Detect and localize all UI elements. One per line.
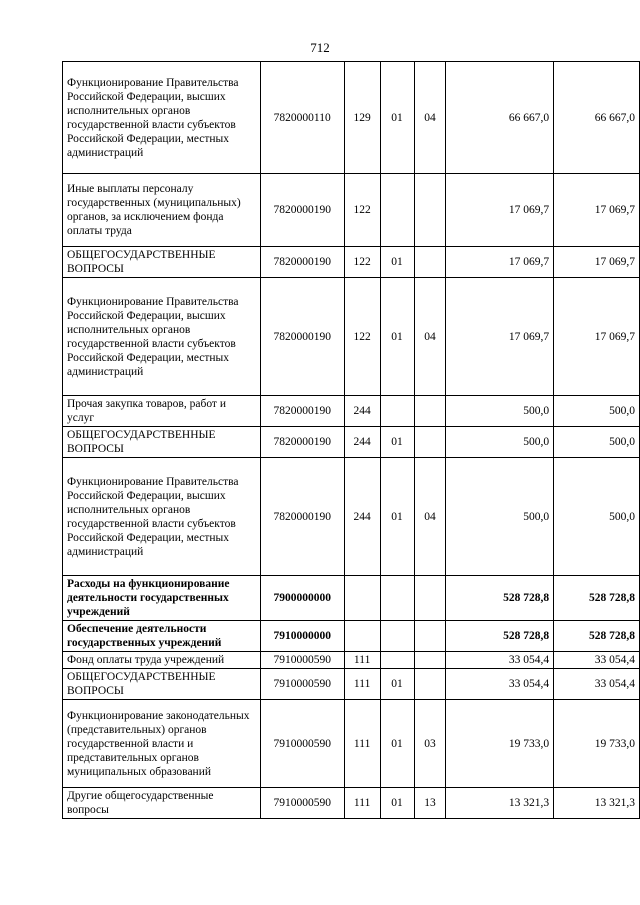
row-amount-2: 13 321,3 [554, 788, 640, 819]
row-amount-2: 17 069,7 [554, 174, 640, 247]
row-subsection [414, 621, 446, 652]
table-row [63, 396, 640, 427]
row-expense-type: 111 [344, 652, 380, 669]
row-subsection [414, 652, 446, 669]
row-amount-1: 17 069,7 [446, 247, 554, 278]
table-body [63, 62, 640, 819]
row-section: 01 [380, 788, 414, 819]
row-name: ОБЩЕГОСУДАРСТВЕННЫЕ ВОПРОСЫ [63, 427, 261, 458]
row-subsection: 13 [414, 788, 446, 819]
row-amount-2: 17 069,7 [554, 278, 640, 396]
row-target-code: 7910000590 [260, 700, 344, 788]
row-target-code: 7820000190 [260, 458, 344, 576]
row-subsection [414, 247, 446, 278]
row-expense-type: 244 [344, 396, 380, 427]
row-amount-1: 528 728,8 [446, 576, 554, 621]
row-expense-type: 122 [344, 247, 380, 278]
row-target-code: 7910000590 [260, 652, 344, 669]
row-name: Прочая закупка товаров, работ и услуг [63, 396, 261, 427]
row-section: 01 [380, 700, 414, 788]
table-row [63, 652, 640, 669]
row-expense-type: 129 [344, 62, 380, 174]
row-expense-type: 111 [344, 669, 380, 700]
row-name: ОБЩЕГОСУДАРСТВЕННЫЕ ВОПРОСЫ [63, 247, 261, 278]
row-name: Расходы на функционирование деятельности государственных учреждений [63, 576, 261, 621]
row-expense-type: 122 [344, 174, 380, 247]
row-section [380, 396, 414, 427]
row-amount-1: 528 728,8 [446, 621, 554, 652]
row-subsection [414, 427, 446, 458]
row-section [380, 576, 414, 621]
table-row [63, 669, 640, 700]
row-section [380, 174, 414, 247]
row-amount-1: 500,0 [446, 427, 554, 458]
row-section: 01 [380, 427, 414, 458]
row-amount-1: 33 054,4 [446, 652, 554, 669]
row-amount-1: 500,0 [446, 396, 554, 427]
row-name: Другие общегосударственные вопросы [63, 788, 261, 819]
row-name: Обеспечение деятельности государственных учреждений [63, 621, 261, 652]
row-target-code: 7820000190 [260, 278, 344, 396]
row-subsection [414, 396, 446, 427]
row-target-code: 7820000190 [260, 396, 344, 427]
row-amount-2: 500,0 [554, 427, 640, 458]
row-amount-2: 500,0 [554, 396, 640, 427]
table-row [63, 247, 640, 278]
row-subsection [414, 669, 446, 700]
row-amount-2: 17 069,7 [554, 247, 640, 278]
row-target-code: 7910000590 [260, 788, 344, 819]
row-expense-type: 111 [344, 788, 380, 819]
row-amount-2: 500,0 [554, 458, 640, 576]
row-section: 01 [380, 458, 414, 576]
row-target-code: 7820000190 [260, 247, 344, 278]
row-expense-type: 244 [344, 458, 380, 576]
row-expense-type: 111 [344, 700, 380, 788]
row-name: Иные выплаты персоналу государственных (муниципальных) органов, за исключением фонда оплаты труда [63, 174, 261, 247]
row-section: 01 [380, 278, 414, 396]
row-amount-2: 19 733,0 [554, 700, 640, 788]
row-name: Функционирование законодательных (представительных) органов государственной власти и представительных органов муниципальных образований [63, 700, 261, 788]
table-row [63, 700, 640, 788]
row-subsection [414, 174, 446, 247]
row-amount-1: 19 733,0 [446, 700, 554, 788]
row-amount-1: 500,0 [446, 458, 554, 576]
row-target-code: 7820000110 [260, 62, 344, 174]
row-amount-1: 13 321,3 [446, 788, 554, 819]
row-section: 01 [380, 669, 414, 700]
row-section: 01 [380, 62, 414, 174]
row-amount-2: 528 728,8 [554, 576, 640, 621]
row-name: Функционирование Правительства Российской Федерации, высших исполнительных органов государственной власти субъектов Российской Федерации, местных администраций [63, 62, 261, 174]
row-expense-type [344, 621, 380, 652]
row-name: Фонд оплаты труда учреждений [63, 652, 261, 669]
row-subsection: 04 [414, 458, 446, 576]
row-subsection [414, 576, 446, 621]
row-expense-type [344, 576, 380, 621]
table-row [63, 62, 640, 174]
row-section [380, 652, 414, 669]
table-row [63, 576, 640, 621]
row-expense-type: 122 [344, 278, 380, 396]
row-amount-1: 17 069,7 [446, 174, 554, 247]
row-target-code: 7900000000 [260, 576, 344, 621]
row-subsection: 04 [414, 278, 446, 396]
table-row [63, 278, 640, 396]
row-name: ОБЩЕГОСУДАРСТВЕННЫЕ ВОПРОСЫ [63, 669, 261, 700]
table-row [63, 621, 640, 652]
table-row [63, 427, 640, 458]
row-subsection: 03 [414, 700, 446, 788]
row-section [380, 621, 414, 652]
row-amount-2: 66 667,0 [554, 62, 640, 174]
budget-table [62, 61, 640, 819]
row-target-code: 7910000000 [260, 621, 344, 652]
row-amount-2: 33 054,4 [554, 652, 640, 669]
row-expense-type: 244 [344, 427, 380, 458]
row-target-code: 7820000190 [260, 427, 344, 458]
row-amount-1: 33 054,4 [446, 669, 554, 700]
row-target-code: 7820000190 [260, 174, 344, 247]
row-name: Функционирование Правительства Российской Федерации, высших исполнительных органов государственной власти субъектов Российской Федерации, местных администраций [63, 278, 261, 396]
row-section: 01 [380, 247, 414, 278]
row-target-code: 7910000590 [260, 669, 344, 700]
row-amount-2: 528 728,8 [554, 621, 640, 652]
page-number: 712 [310, 40, 330, 55]
row-amount-1: 66 667,0 [446, 62, 554, 174]
row-subsection: 04 [414, 62, 446, 174]
row-amount-2: 33 054,4 [554, 669, 640, 700]
table-row [63, 788, 640, 819]
table-row [63, 458, 640, 576]
row-name: Функционирование Правительства Российской Федерации, высших исполнительных органов государственной власти субъектов Российской Федерации, местных администраций [63, 458, 261, 576]
row-amount-1: 17 069,7 [446, 278, 554, 396]
table-row [63, 174, 640, 247]
